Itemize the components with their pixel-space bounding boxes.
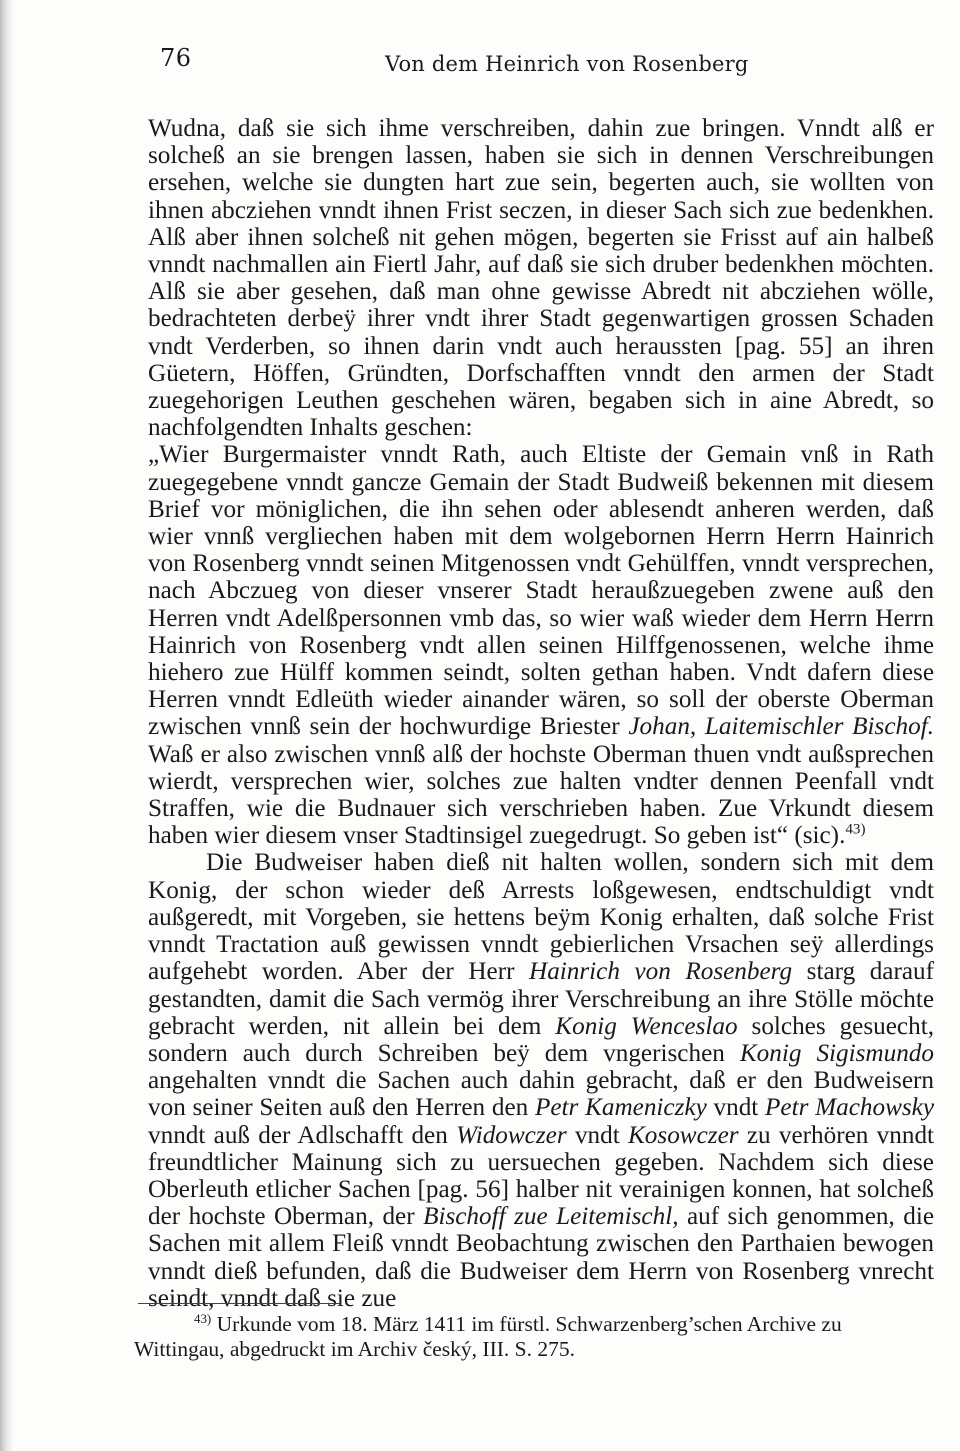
p3-italic-3: Konig Sigismundo [739,1039,934,1067]
footnote-rule [138,1303,340,1304]
p3-text-b: starg darauf gestandten, damit die Sach vermög ihrer Verschreibung an ihre Stölle möchte gebracht werden, nit allein bei dem [148,958,935,1040]
page-spine-shadow [0,0,14,1451]
p3-italic-7: Kosowczer [628,1121,739,1149]
p3-text-a: Die Budweiser haben dieß nit halten wollen, sondern sich mit dem Konig, der schon wieder deß Arrests loßgewesen, endtschuldigt vndt außgeredt, mit Vorgeben, sie hettens beÿm Konig erhalten, daß solche Frist vnndt Tractation auß gewissen vnndt gebierlichen Vrsachen seÿ allerdings aufgehebt worden. Aber der Herr [148,849,934,986]
quoted-document [148,441,934,849]
p3-text-e: vndt [713,1094,759,1122]
p3-text-f: vnndt auß der Adlschafft den [148,1121,448,1149]
quote-italic-name: Johan, Laitemischler Bischof. [628,713,935,741]
page-number: 76 [160,44,192,72]
p3-text-g: vndt [574,1121,620,1149]
paragraph-3 [148,849,934,1311]
p3-italic-2: Konig Wenceslao [555,1012,738,1040]
p3-italic-8: Bischoff zue Leitemischl, [423,1203,679,1231]
p3-italic-5: Petr Machowsky [765,1094,935,1122]
p3-text-h: zu verhören vnndt freundtlicher Mainung sich zu uersuechen gegeben. Nachdem sich diese Oberleuth etlicher Sachen [pag. 56] halber nit verainigen konnen, hat solcheß der hochste Oberman, der [148,1121,935,1231]
p3-italic-1: Hainrich von Rosenberg [529,958,793,986]
main-text [148,115,934,1312]
p3-italic-6: Widowczer [456,1121,567,1149]
p3-italic-4: Petr Kameniczky [534,1094,707,1122]
running-title: Von dem Heinrich von Rosenberg [385,52,749,76]
p3-text-d: angehalten vnndt die Sachen auch dahin gebracht, daß er den Budweisern von seiner Seiten auß den Herren den [148,1067,934,1122]
footnote-marker: 43) [194,1311,212,1326]
paragraph-1: Wudna, daß sie sich ihme verschreiben, dahin zue bringen. Vnndt alß er solcheß an sie brengen lassen, haben sie sich in dennen Verschreibungen ersehen, welche sie dungten hart zue sein, begerten auch, sie wollten von ihnen abcziehen vnndt ihnen Frist seczen, in dieser Sach sich zue bedenkhen. Alß aber ihnen solcheß nit gehen mögen, begerten sie Frisst auf ain halbeß vnndt nachmallen ain Fiertl Jahr, auf daß sie sich druber bedenkhen möchten. Alß sie aber gesehen, daß man ohne gewisse Abredt nit abcziehen wölle, bedrachteten derbeÿ ihrer vndt ihrer Stadt gegenwartigen grossen Schaden vndt Verderben, so ihnen darin vndt auch heraussten [pag. 55] an ihren Güetern, Höffen, Gründten, Dorfschafften vnndt den armen der Stadt zuegehorigen Leuthen geschehen wären, begaben sich in aine Abredt, so nachfolgendten Inhalts geschen: [148,115,934,442]
p3-text-j: auf sich genommen, die Sachen mit allem Fleiß vnndt Beobachtung zwischen den Parthaien bewogen vnndt dieß befunden, daß die Budweiser dem Herrn von Rosenberg vnrecht seindt, vnndt daß sie zue [148,1203,935,1312]
quote-part-b: Waß er also zwischen vnnß alß der hochste Oberman thuen vndt außsprechen wierdt, versprechen wier, solches zue halten vndter dennen Peenfall vndt Straffen, wie die Budnauer sich verschrieben haben. Zue Vrkundt diesem haben wier diesem vnser Stadtinsigel zuegedrugt. So geben ist“ (sic). [148,740,934,850]
footnote-reference: 43) [845,821,866,838]
quote-part-a: „Wier Burgermaister vnndt Rath, auch Eltiste der Gemain vnß in Rath zuegegebene vnndt gancze Gemain der Stadt Budweiß bekennen mit diesem Brief vor möniglichen, die ihn sehen oder ablesendt anheren werden, daß wier vnnß vergliechen haben mit dem wolgebornen Herrn Herrn Hainrich von Rosenberg vnndt seinen Mitgenossen vndt Gehülffen, vnndt versprechen, nach Abczueg von dieser vnserer Stadt heraußzuegeben zwene auß den Herren vndt Adelßpersonnen vmb das, so wier waß wieder dem Herrn Herrn Hainrich von Rosenberg vndt allen seinen Hilffgenossenen, welche ihme hiehero zue Hülff kommen seindt, solten gethan haben. Vndt dafern diese Herren vnndt Edleüth wieder ainander wären, so soll der oberste Oberman zwischen vnnß sein der hochwurdige Briester [148,441,934,741]
footnote-text: Urkunde vom 18. März 1411 im fürstl. Schwarzenberg’schen Archive zu Wittingau, abgedruckt im Archiv český, III. S. 275. [134,1312,842,1361]
footnote [134,1312,924,1362]
p3-text-c: solches gesuecht, sondern auch durch Schreiben beÿ dem vngerischen [148,1012,934,1067]
